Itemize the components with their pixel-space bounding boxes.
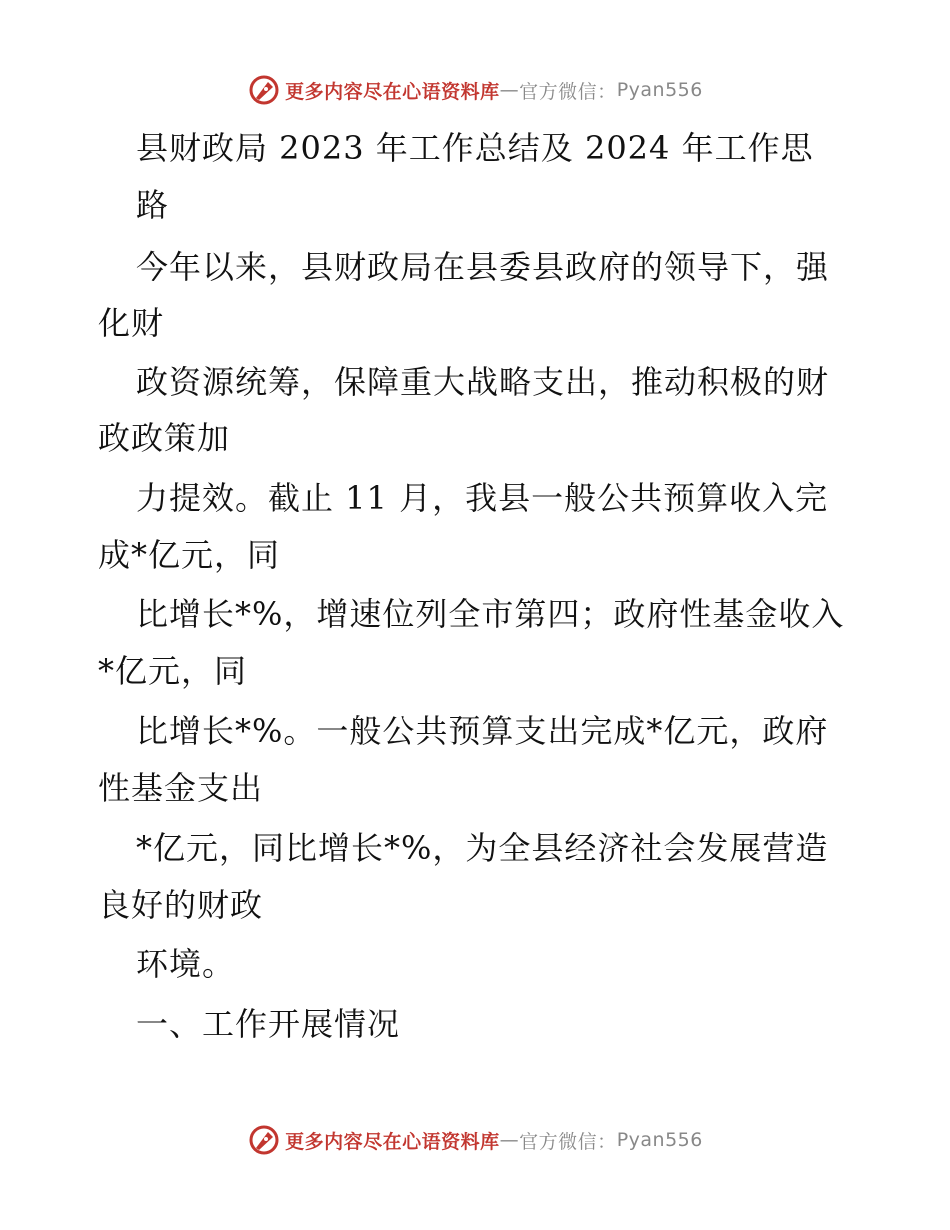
banner-wechat-id: Pyan556 [616, 79, 703, 101]
banner-separator: — [499, 1129, 520, 1151]
banner-brand-text: 更多内容尽在心语资料库 [285, 1130, 500, 1153]
paragraph-line: 比增长*%，增速位列全市第四；政府性基金收入 [136, 595, 845, 633]
document-title-line-1: 县财政局 2023 年工作总结及 2024 年工作思 [136, 129, 814, 167]
document-title-line-2: 路 [136, 186, 170, 224]
banner-brand-text: 更多内容尽在心语资料库 [285, 80, 500, 103]
pen-nib-icon [247, 73, 281, 107]
paragraph-line: *亿元，同比增长*%，为全县经济社会发展营造 [136, 829, 829, 867]
paragraph-line: 化财 [98, 304, 165, 342]
paragraph-line: 良好的财政 [98, 886, 264, 924]
paragraph-line: 力提效。截止 11 月，我县一般公共预算收入完 [136, 479, 829, 517]
paragraph-line: 性基金支出 [98, 769, 264, 807]
banner-wechat-id: Pyan556 [616, 1129, 703, 1151]
paragraph-line: 比增长*%。一般公共预算支出完成*亿元，政府 [136, 712, 829, 750]
paragraph-line: 政政策加 [98, 419, 231, 457]
header-banner [0, 70, 950, 110]
banner-separator: — [499, 79, 520, 101]
paragraph-line: 政资源统筹，保障重大战略支出，推动积极的财 [136, 363, 830, 401]
pen-nib-icon [247, 1123, 281, 1157]
footer-banner [0, 1120, 950, 1160]
paragraph-line: 今年以来，县财政局在县委县政府的领导下，强 [136, 248, 830, 286]
paragraph-line: 成*亿元，同 [98, 536, 281, 574]
section-heading: 一、工作开展情况 [136, 1005, 401, 1043]
paragraph-line: *亿元，同 [98, 652, 248, 690]
banner-wechat-label: 官方微信： [519, 80, 617, 103]
paragraph-line: 环境。 [136, 945, 236, 983]
banner-wechat-label: 官方微信： [519, 1130, 617, 1153]
